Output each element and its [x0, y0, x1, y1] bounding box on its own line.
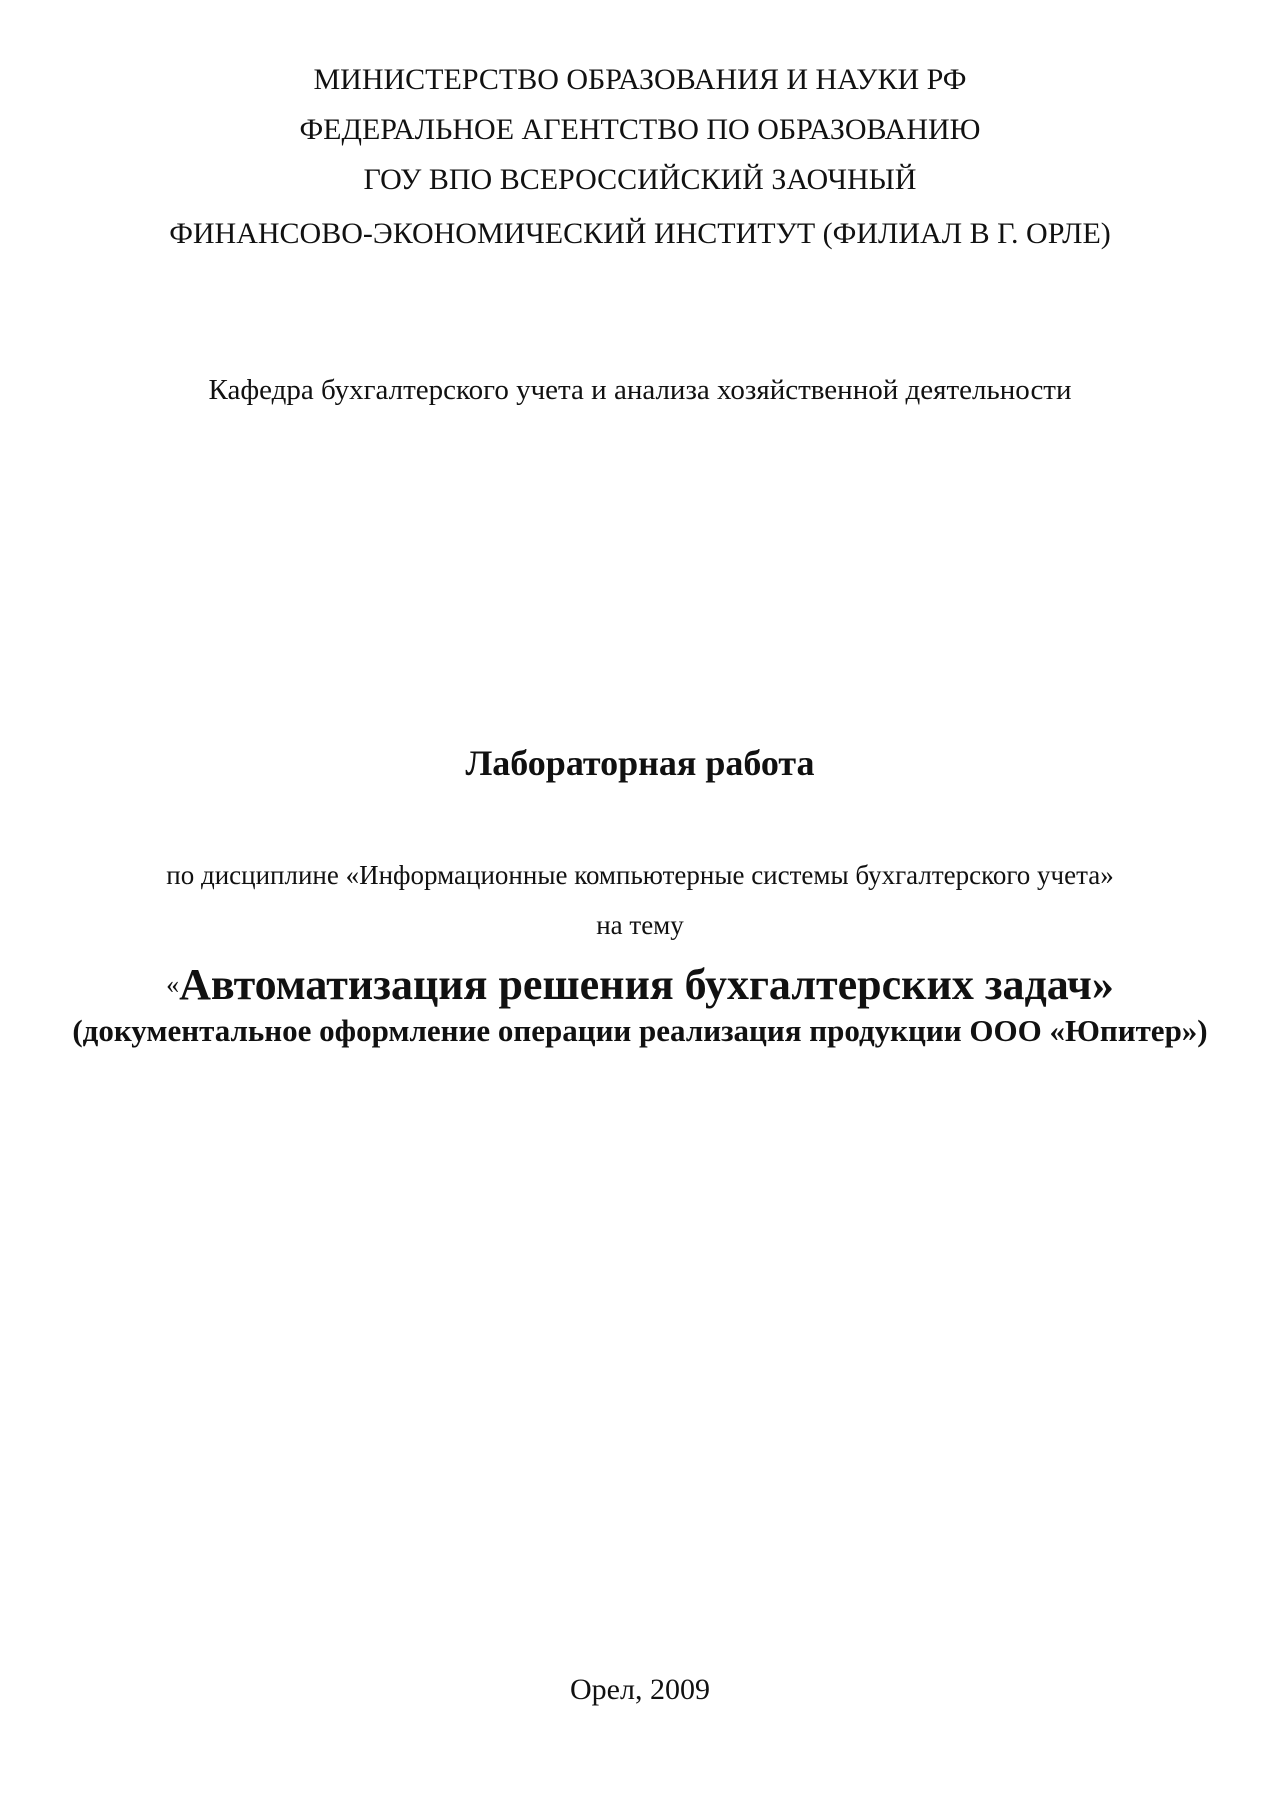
topic-prefix: на тему: [596, 910, 684, 940]
institute-line: ГОУ ВПО ВСЕРОССИЙСКИЙ ЗАОЧНЫЙ: [363, 163, 917, 196]
institute-branch-line: ФИНАНСОВО-ЭКОНОМИЧЕСКИЙ ИНСТИТУТ (ФИЛИАЛ В Г. ОРЛЕ): [169, 217, 1111, 250]
ministry-line: МИНИСТЕРСТВО ОБРАЗОВАНИЯ И НАУКИ РФ: [313, 63, 967, 96]
topic-title-text: Автоматизация решения бухгалтерских задач»: [179, 960, 1114, 1009]
discipline-line: по дисциплине «Информационные компьютерные системы бухгалтерского учета»: [166, 860, 1114, 890]
topic-title: [0, 960, 1280, 1009]
topic-open-quote: «: [166, 970, 180, 999]
agency-line: ФЕДЕРАЛЬНОЕ АГЕНТСТВО ПО ОБРАЗОВАНИЮ: [299, 113, 981, 146]
document-type-heading: Лабораторная работа: [465, 743, 815, 783]
city-year: Орел, 2009: [570, 1673, 710, 1706]
topic-subtitle: (документальное оформление операции реализация продукции ООО «Юпитер»): [72, 1013, 1208, 1048]
department-name: Кафедра бухгалтерского учета и анализа хозяйственной деятельности: [208, 374, 1072, 406]
